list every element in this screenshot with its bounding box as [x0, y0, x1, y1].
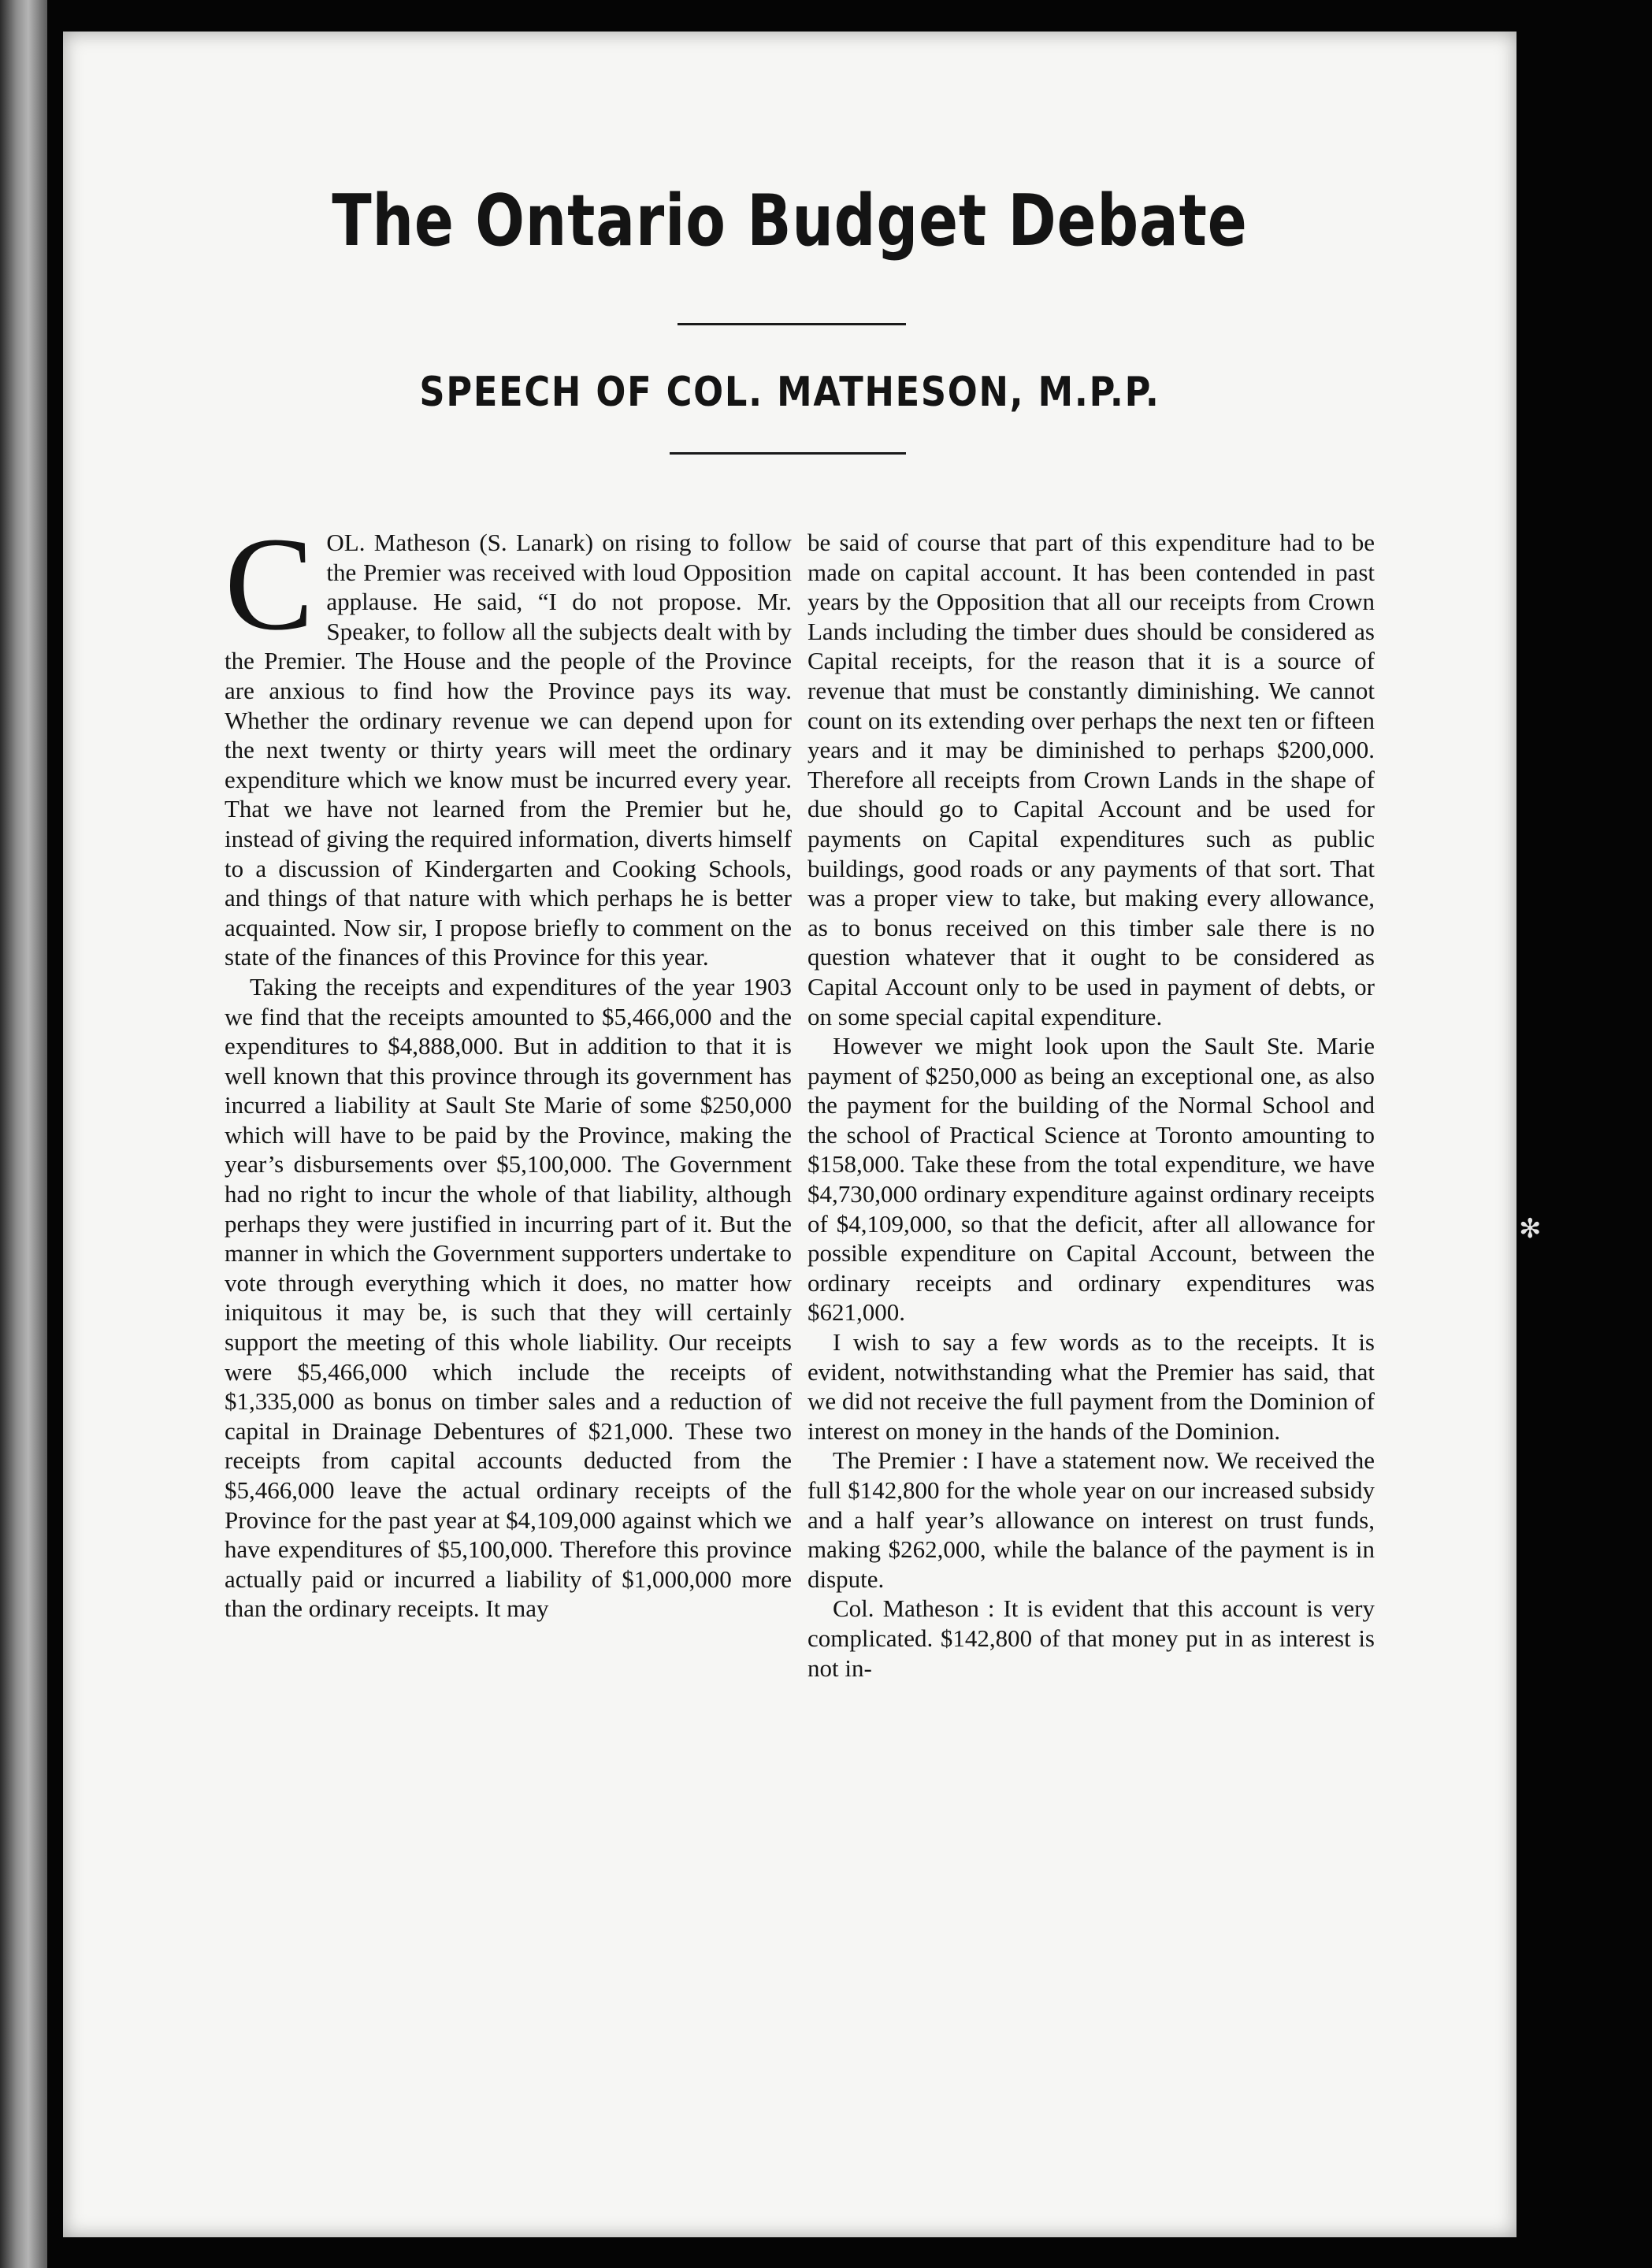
- subtitle-divider: [670, 452, 906, 455]
- drop-cap: C: [225, 510, 314, 658]
- article-paragraph: be said of course that part of this expenditure had to be made on capital account. It has been contended in past years by the Opposition that all our receipts from Crown Lands including the timber dues should be considered as Capital receipts, for the reason that it is a source of revenue that must be constantly diminishing. We cannot count on its extending over perhaps the next ten or fifteen years and it may be diminished to perhaps $200,000. Therefore all receipts from Crown Lands in the shape of due should go to Capital Account and be used for payments on Capital expenditures such as public buildings, good roads or any payments of that sort. That was a proper view to take, but making every allowance, as to bonus received on this timber sale there is no question whatever that it ought to be considered as Capital Account only to be used in payment of debts, or on some special capital expenditure.: [807, 529, 1375, 1030]
- right-column: [807, 528, 1375, 1683]
- article-paragraph: I wish to say a few words as to the receipts. It is evident, notwithstanding what the Premier has said, that we did not receive the full payment from the Dominion of interest on money in the hands of the Dominion.: [807, 1328, 1375, 1445]
- document-page: [63, 32, 1516, 2237]
- title-divider: [678, 323, 906, 325]
- document-subtitle: SPEECH OF COL. MATHESON, M.P.P.: [419, 369, 1160, 416]
- article-paragraph: [225, 510, 792, 972]
- paragraph-text: OL. Matheson (S. Lanark) on rising to follow the Premier was received with loud Opposition applause. He said, “I do not propose. Mr. Speaker, to follow all the subjects dealt with by the Premier. The House and the people of the Province are anxious to find how the Province pays its way. Whether the ordinary revenue we can depend upon for the next twenty or thirty years will meet the ordinary expenditure which we know must be incurred every year. That we have not learned from the Premier but he, instead of giving the required information, diverts himself to a discussion of Kindergarten and Cooking Schools, and things of that nature with which perhaps he is better acquainted. Now sir, I propose briefly to comment on the state of the finances of this Province for this year.: [225, 529, 792, 971]
- left-column: [225, 510, 792, 1624]
- document-title: The Ontario Budget Debate: [332, 180, 1248, 262]
- scan-artifact-mark: ✻: [1519, 1213, 1542, 1245]
- book-spine-edge: [0, 0, 47, 2268]
- article-paragraph: The Premier : I have a statement now. We received the full $142,800 for the whole year on our increased subsidy and a half year’s allowance on interest on trust funds, making $262,000, while the balance of the payment is in dispute.: [807, 1446, 1375, 1593]
- article-paragraph: Col. Matheson : It is evident that this account is very complicated. $142,800 of that money put in as interest is not in-: [807, 1594, 1375, 1682]
- article-paragraph: Taking the receipts and expenditures of the year 1903 we find that the receipts amounted to $5,466,000 and the expenditures to $4,888,000. But in addition to that it is well known that this province through its government has incurred a liability at Sault Ste Marie of some $250,000 which will have to be paid by the Province, making the year’s disbursements over $5,100,000. The Government had no right to incur the whole of that liability, although perhaps they were justified in incurring part of it. But the manner in which the Government supporters undertake to vote through everything which it does, no matter how iniquitous it may be, is such that they will certainly support the meeting of this whole liability. Our receipts were $5,466,000 which include the receipts of $1,335,000 as bonus on timber sales and a reduction of capital in Drainage Debentures of $21,000. These two receipts from capital accounts deducted from the $5,466,000 leave the actual ordinary receipts of the Province for the past year at $4,109,000 against which we have expenditures of $5,100,000. Therefore this province actually paid or incurred a liability of $1,000,000 more than the ordinary receipts. It may: [225, 972, 792, 1623]
- article-paragraph: However we might look upon the Sault Ste. Marie payment of $250,000 as being an exceptional one, as also the payment for the building of the Normal School and the school of Practical Science at Toronto amounting to $158,000. Take these from the total expenditure, we have $4,730,000 ordinary expenditure against ordinary receipts of $4,109,000, so that the deficit, after all allowance for possible expenditure on Capital Account, between the ordinary receipts and ordinary expenditures was $621,000.: [807, 1032, 1375, 1327]
